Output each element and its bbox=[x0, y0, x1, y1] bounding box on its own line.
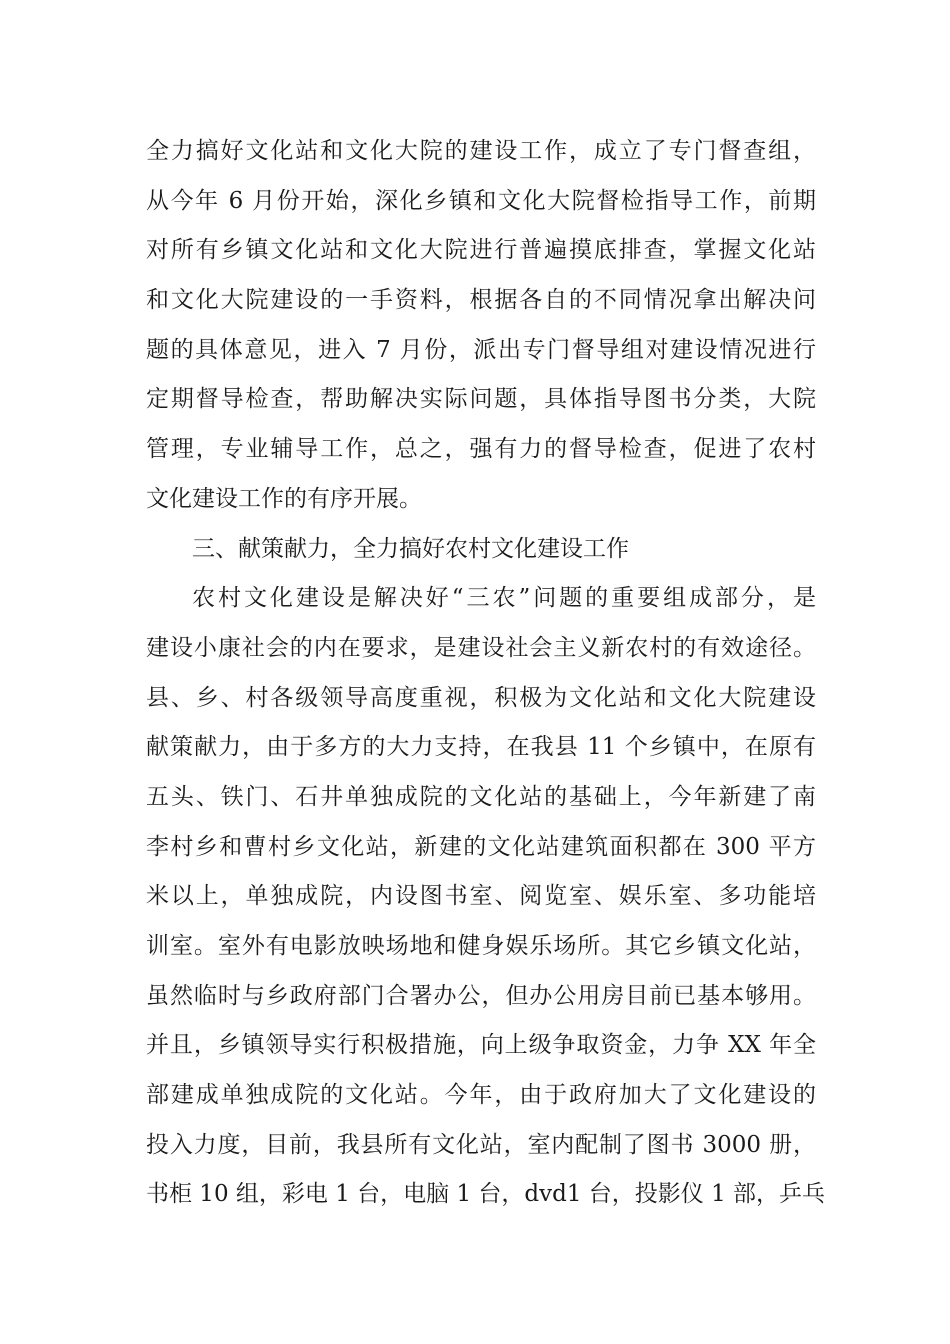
text-line: 虽然临时与乡政府部门合署办公，但办公用房目前已基本够用。 bbox=[146, 982, 816, 1009]
text-line: 县、乡、村各级领导高度重视，积极为文化站和文化大院建设 bbox=[146, 684, 816, 711]
text-line: 农村文化建设是解决好“三农”问题的重要组成部分，是 bbox=[192, 585, 816, 612]
text-line: 建设小康社会的内在要求，是建设社会主义新农村的有效途径。 bbox=[146, 634, 816, 661]
section-heading: 三、献策献力，全力搞好农村文化建设工作 bbox=[192, 535, 629, 562]
text-line: 和文化大院建设的一手资料，根据各自的不同情况拿出解决问 bbox=[146, 287, 816, 314]
text-line: 米以上，单独成院，内设图书室、阅览室、娱乐室、多功能培 bbox=[146, 883, 816, 910]
text-line: 题的具体意见，进入 7 月份，派出专门督导组对建设情况进行 bbox=[146, 336, 816, 363]
text-line: 书柜 10 组，彩电 1 台，电脑 1 台，dvd1 台，投影仪 1 部，乒乓 bbox=[146, 1181, 826, 1208]
text-line: 并且，乡镇领导实行积极措施，向上级争取资金，力争 XX 年全 bbox=[146, 1032, 816, 1059]
text-line: 训室。室外有电影放映场地和健身娱乐场所。其它乡镇文化站， bbox=[146, 933, 816, 959]
body-text bbox=[146, 129, 826, 1222]
text-line: 五头、铁门、石井单独成院的文化站的基础上，今年新建了南 bbox=[146, 783, 816, 810]
text-line: 从今年 6 月份开始，深化乡镇和文化大院督检指导工作，前期 bbox=[146, 187, 816, 214]
text-line: 全力搞好文化站和文化大院的建设工作，成立了专门督查组， bbox=[146, 138, 816, 164]
text-line: 管理，专业辅导工作，总之，强有力的督导检查，促进了农村 bbox=[146, 436, 816, 463]
text-line: 定期督导检查，帮助解决实际问题，具体指导图书分类，大院 bbox=[146, 386, 816, 413]
text-line: 献策献力，由于多方的大力支持，在我县 11 个乡镇中，在原有 bbox=[146, 734, 816, 761]
text-line: 对所有乡镇文化站和文化大院进行普遍摸底排查，掌握文化站 bbox=[146, 237, 816, 264]
text-line: 部建成单独成院的文化站。今年，由于政府加大了文化建设的 bbox=[146, 1082, 816, 1109]
text-line: 李村乡和曹村乡文化站，新建的文化站建筑面积都在 300 平方 bbox=[146, 833, 816, 860]
text-line: 文化建设工作的有序开展。 bbox=[146, 485, 422, 512]
text-line: 投入力度，目前，我县所有文化站，室内配制了图书 3000 册， bbox=[146, 1131, 816, 1158]
